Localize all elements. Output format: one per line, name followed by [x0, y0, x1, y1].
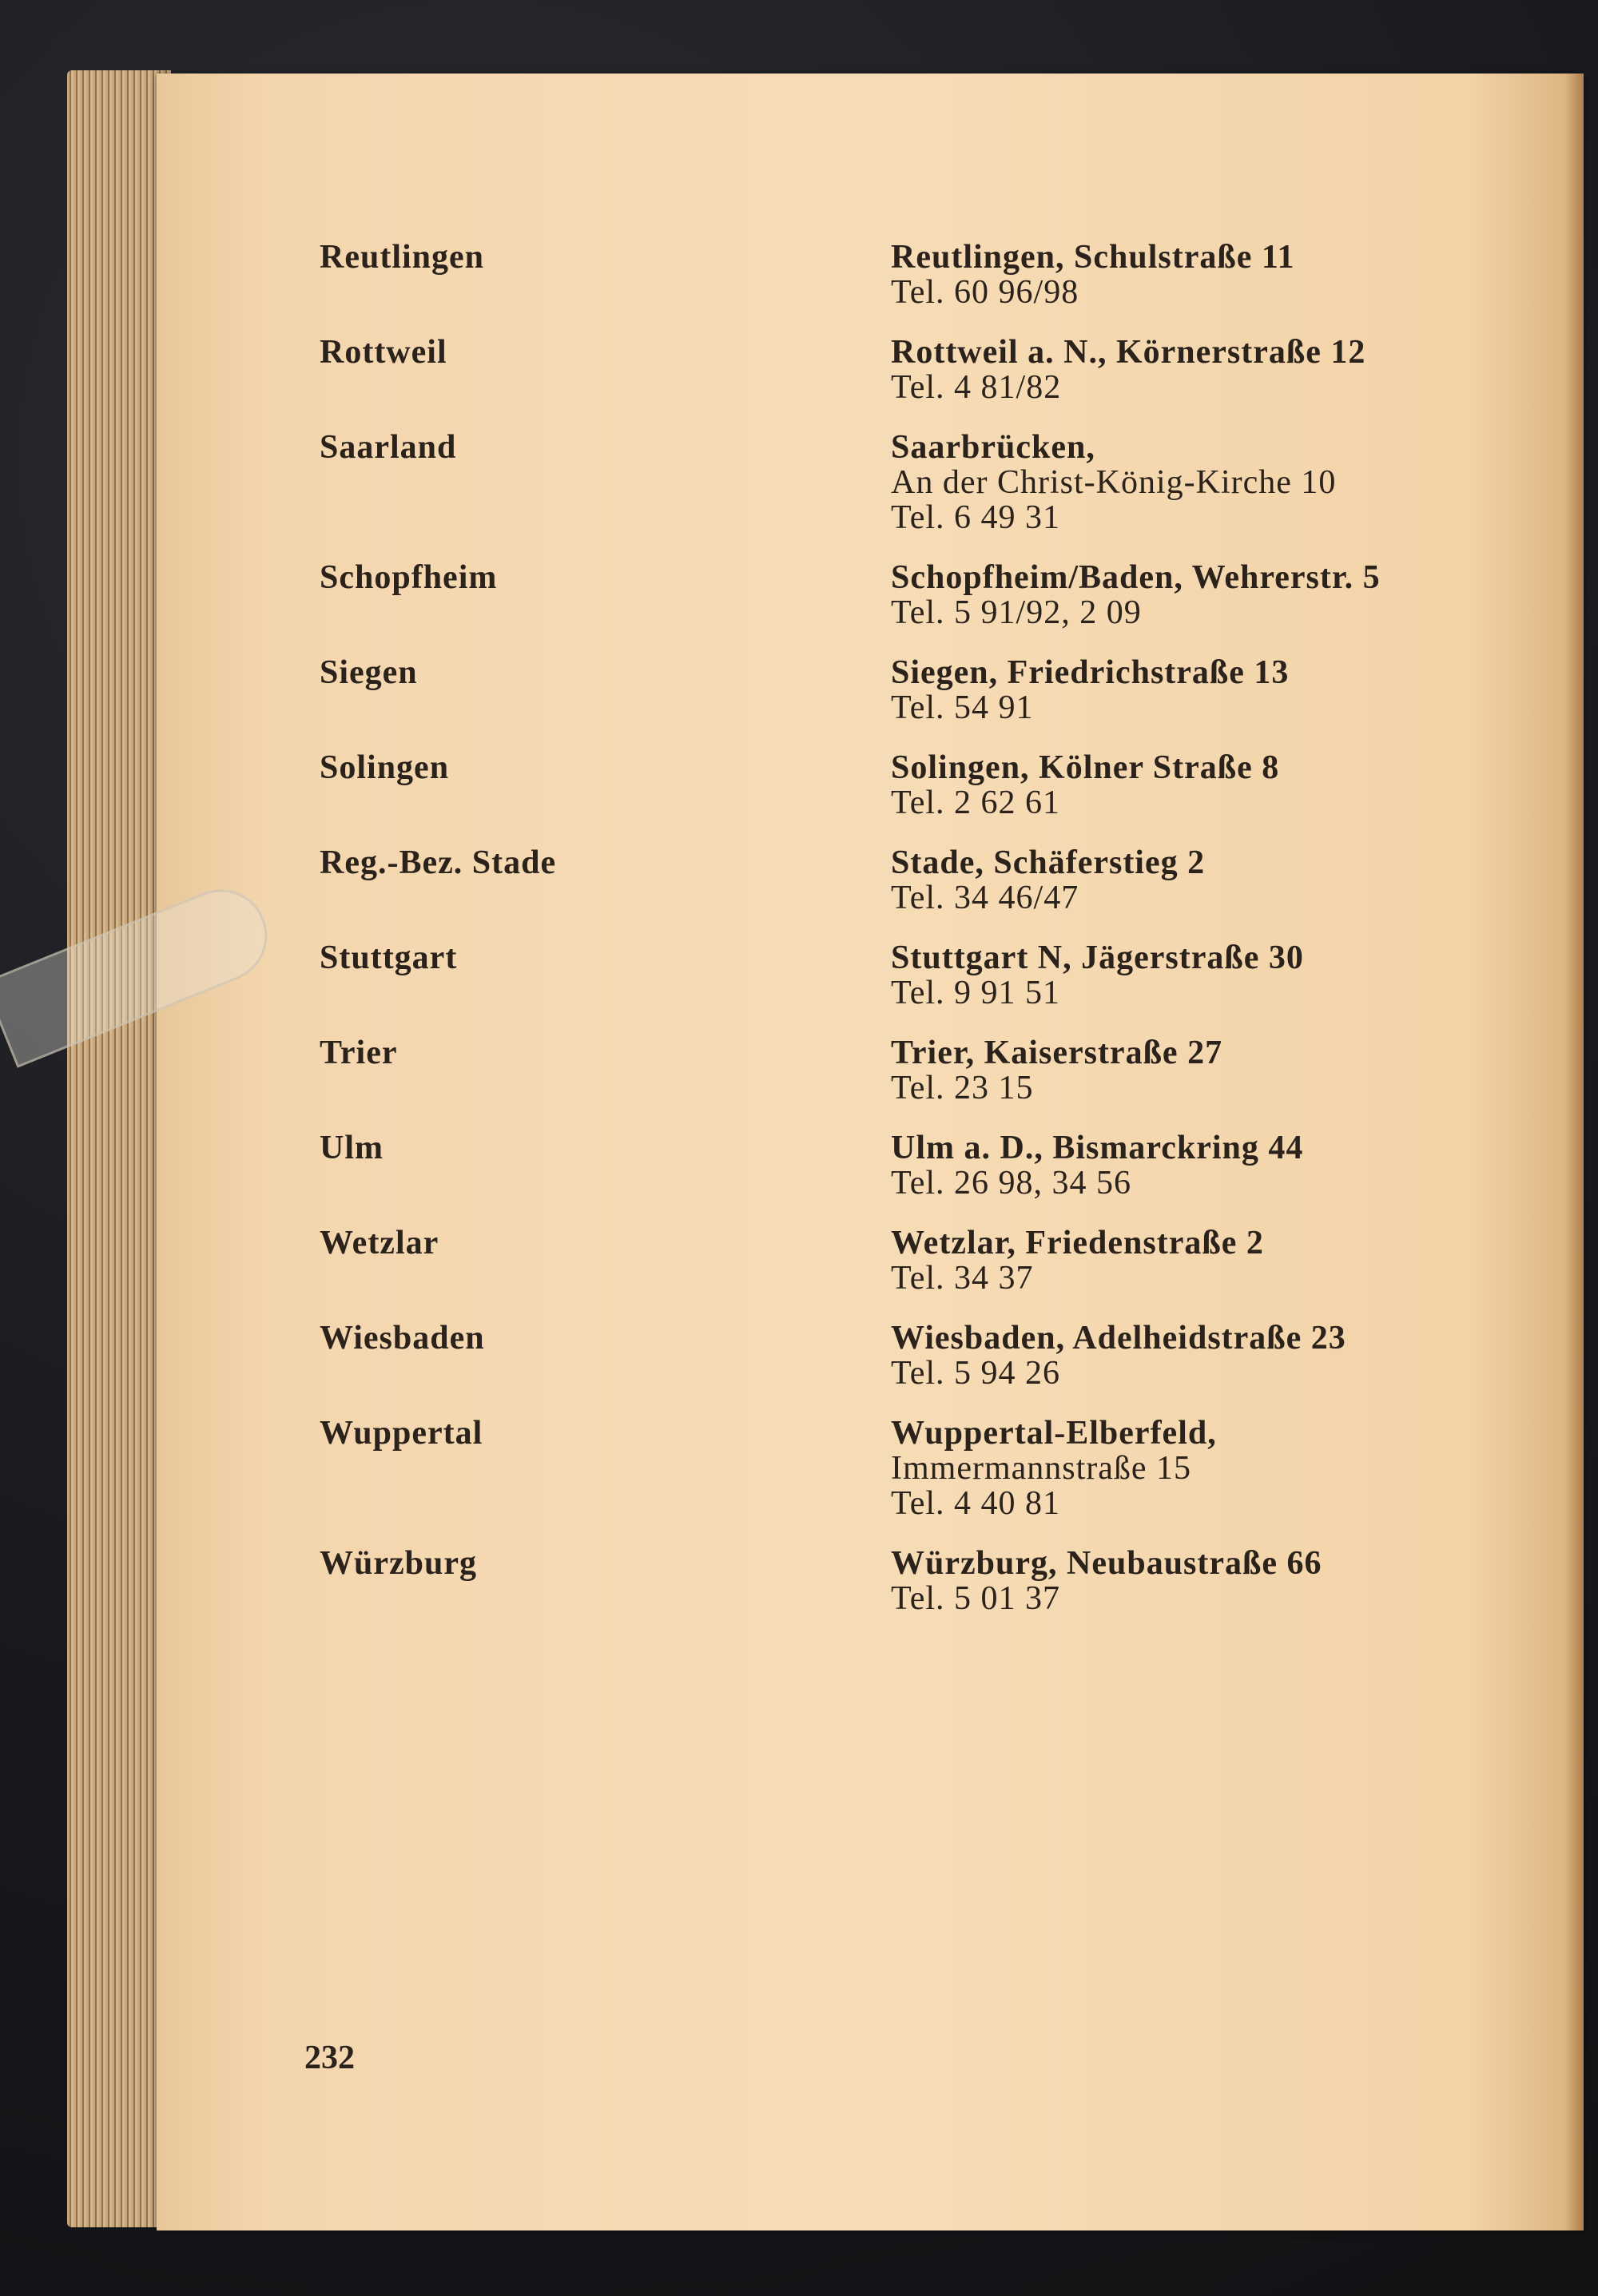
list-item [320, 1035, 1478, 1130]
address-list [320, 240, 1478, 1641]
list-item [320, 655, 1478, 750]
address-block [891, 1035, 1222, 1106]
address-line: Wetzlar, Friedenstraße 2 [891, 1225, 1264, 1261]
page-fold [1564, 73, 1584, 2230]
region-name: Solingen [320, 749, 450, 786]
region-name: Saarland [320, 429, 457, 466]
address-block [891, 655, 1289, 725]
list-item [320, 335, 1478, 430]
address-line: Stuttgart N, Jägerstraße 30 [891, 939, 1304, 976]
phone-line: Tel. 34 37 [891, 1260, 1034, 1297]
address-line: An der Christ-König-Kirche 10 [891, 464, 1337, 501]
phone-line: Tel. 6 49 31 [891, 499, 1061, 536]
phone-line: Tel. 4 81/82 [891, 369, 1062, 406]
list-item [320, 845, 1478, 940]
address-line: Reutlingen, Schulstraße 11 [891, 239, 1295, 276]
address-line: Ulm a. D., Bismarckring 44 [891, 1130, 1304, 1166]
region-name: Ulm [320, 1130, 384, 1166]
list-item [320, 1321, 1478, 1416]
address-line: Schopfheim/Baden, Wehrerstr. 5 [891, 559, 1381, 596]
address-block [891, 1130, 1303, 1201]
phone-line: Tel. 2 62 61 [891, 785, 1061, 821]
address-line: Trier, Kaiserstraße 27 [891, 1035, 1223, 1071]
phone-line: Tel. 23 15 [891, 1070, 1034, 1106]
region-name: Reutlingen [320, 239, 485, 276]
address-line: Immermannstraße 15 [891, 1450, 1192, 1487]
address-block [891, 940, 1304, 1011]
list-item [320, 1130, 1478, 1225]
region-name: Würzburg [320, 1545, 477, 1582]
address-line: Wiesbaden, Adelheidstraße 23 [891, 1320, 1346, 1357]
page-number: 232 [304, 2040, 355, 2076]
address-block [891, 1546, 1322, 1616]
region-name: Rottweil [320, 334, 447, 371]
region-name: Wiesbaden [320, 1320, 485, 1357]
address-line: Wuppertal-Elberfeld, [891, 1415, 1217, 1452]
region-name: Siegen [320, 654, 418, 691]
address-block [891, 560, 1381, 630]
list-item [320, 240, 1478, 335]
phone-line: Tel. 34 46/47 [891, 880, 1079, 916]
address-line: Stade, Schäferstieg 2 [891, 844, 1206, 881]
address-block [891, 1225, 1264, 1296]
address-line: Solingen, Kölner Straße 8 [891, 749, 1280, 786]
address-line: Würzburg, Neubaustraße 66 [891, 1545, 1322, 1582]
phone-line: Tel. 54 91 [891, 689, 1034, 726]
phone-line: Tel. 60 96/98 [891, 274, 1079, 311]
list-item [320, 560, 1478, 655]
page-edges [67, 70, 171, 2227]
list-item [320, 940, 1478, 1035]
phone-line: Tel. 5 01 37 [891, 1580, 1061, 1617]
region-name: Schopfheim [320, 559, 498, 596]
address-block [891, 335, 1365, 405]
phone-line: Tel. 5 94 26 [891, 1355, 1061, 1392]
phone-line: Tel. 5 91/92, 2 09 [891, 594, 1142, 631]
address-line: Saarbrücken, [891, 429, 1095, 466]
address-block [891, 1321, 1346, 1391]
address-block [891, 750, 1279, 820]
address-block [891, 240, 1295, 310]
address-line: Siegen, Friedrichstraße 13 [891, 654, 1290, 691]
list-item [320, 1416, 1478, 1546]
phone-line: Tel. 26 98, 34 56 [891, 1165, 1132, 1202]
address-line: Rottweil a. N., Körnerstraße 12 [891, 334, 1366, 371]
phone-line: Tel. 4 40 81 [891, 1485, 1061, 1522]
phone-line: Tel. 9 91 51 [891, 975, 1061, 1011]
list-item [320, 430, 1478, 560]
list-item [320, 1546, 1478, 1641]
list-item [320, 750, 1478, 845]
address-block [891, 845, 1205, 916]
address-block [891, 430, 1336, 535]
region-name: Reg.-Bez. Stade [320, 844, 557, 881]
region-name: Wuppertal [320, 1415, 483, 1452]
region-name: Wetzlar [320, 1225, 439, 1261]
list-item [320, 1225, 1478, 1321]
region-name: Trier [320, 1035, 398, 1071]
address-block [891, 1416, 1217, 1521]
region-name: Stuttgart [320, 939, 458, 976]
